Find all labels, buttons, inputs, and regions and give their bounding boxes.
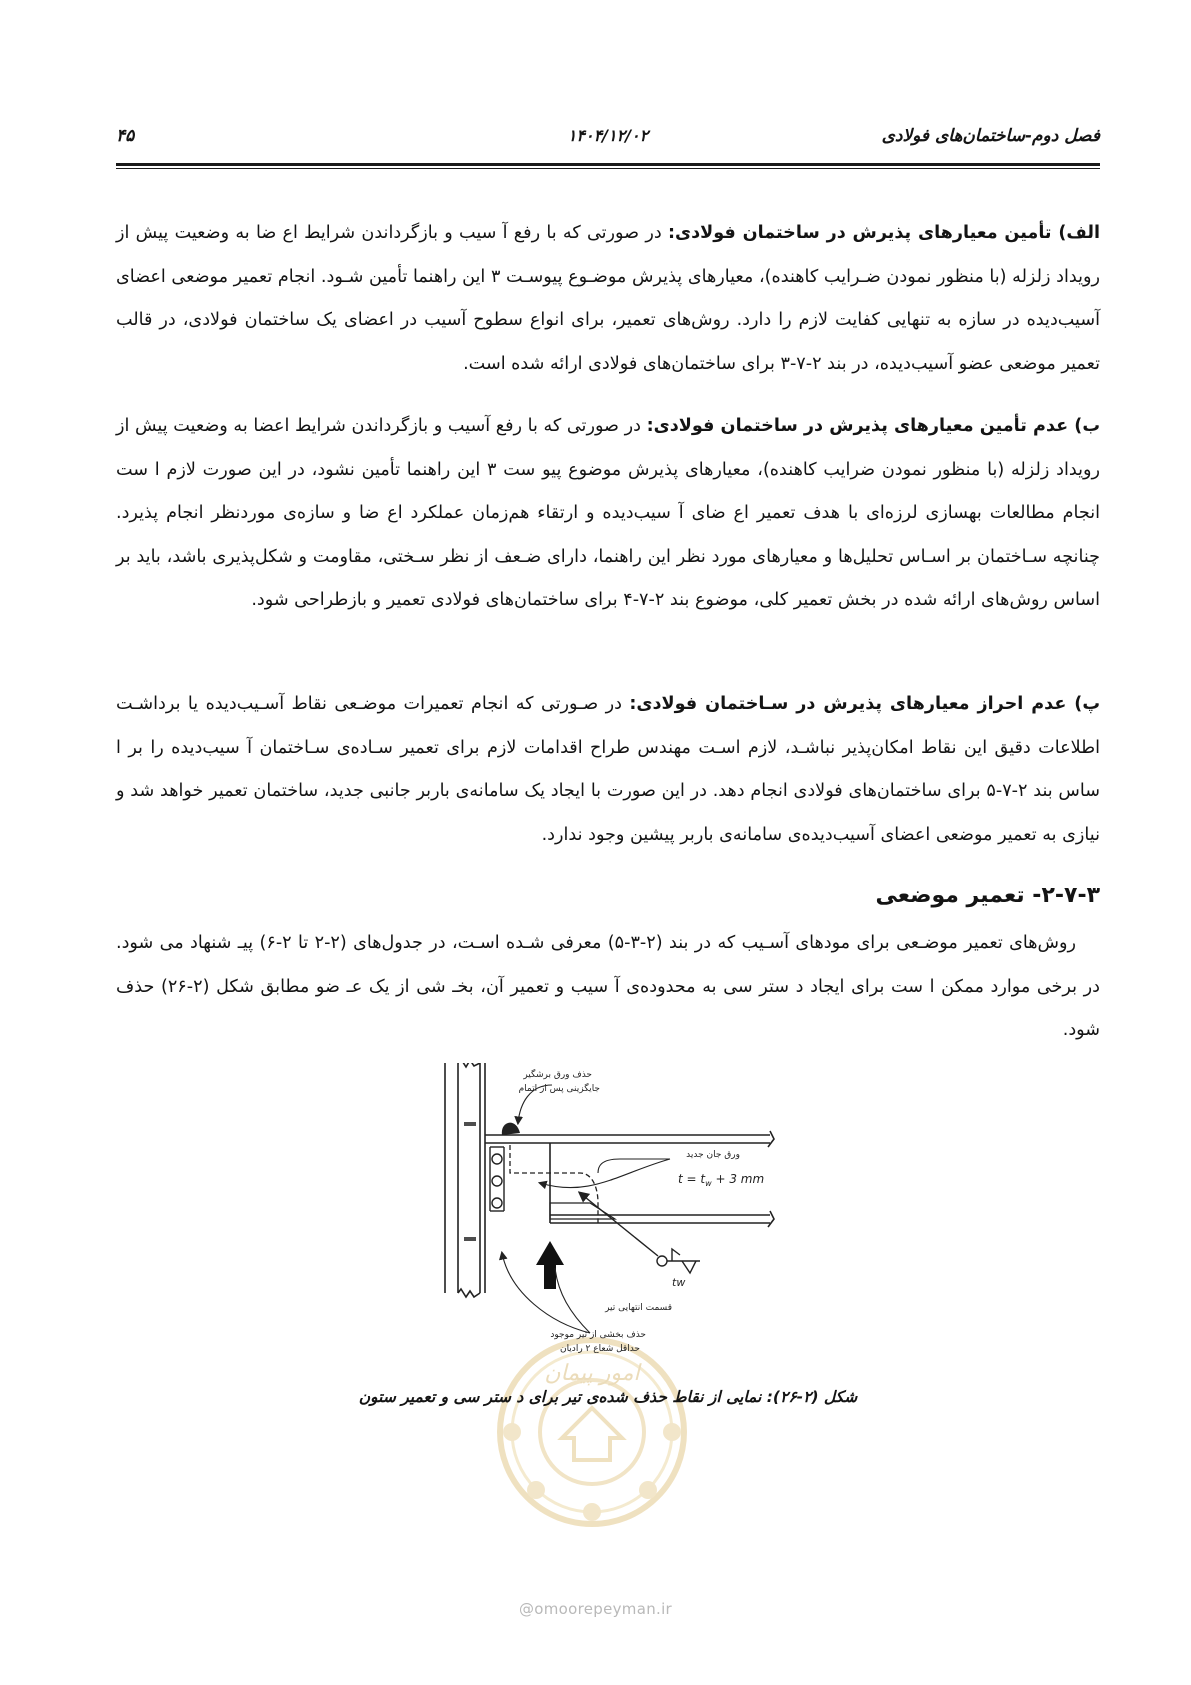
header-rule-thin: [116, 168, 1100, 169]
paragraph-a: [116, 212, 1100, 386]
load-arrow: [536, 1241, 564, 1289]
paragraph-p-heading: پ) عدم احراز معیارهای پذیرش در سـاختمان فولادی:: [629, 694, 1100, 714]
weld-mark: [502, 1123, 520, 1135]
leader-lines: [502, 1085, 670, 1333]
label-remove-part: حذف بخشی از تیر موجود: [550, 1330, 646, 1340]
beam-column-drawing: [440, 1063, 810, 1353]
watermark-logo: [490, 1320, 695, 1570]
paragraph-local-repair: [116, 922, 1100, 1053]
page-number: ۴۵: [116, 126, 135, 146]
column-section: [445, 1063, 485, 1297]
header-date: ۱۴۰۴/۱۲/۰۲: [567, 126, 649, 145]
label-beam-end: قسمت انتهایی تیر: [605, 1303, 672, 1313]
section-heading: ۲-۷-۳- تعمیر موضعی: [875, 883, 1100, 908]
header-rule-thick: [116, 163, 1100, 166]
chapter-title: فصل دوم-ساختمان‌های فولادی: [881, 126, 1100, 146]
label-replace: جایگزینی پس از اتمام: [518, 1084, 600, 1094]
bolt-group: [490, 1147, 504, 1211]
page-header: [116, 126, 1100, 156]
watermark-url: @omoorepeyman.ir: [518, 1600, 673, 1618]
figure-beam-column-detail: [440, 1063, 810, 1353]
paragraph-p-text: در صـورتی که انجام تعمیرات موضـعی نقاط آسـیب‌دیده یا برداشـت اطلاعات دقیق این نقاط امکان‌پذیر نباشـد، لازم اسـت مهندس طراح اقدامات لازم برای تعمیر سـاده‌ی سـاختمان آ سیب‌دیده را بر ا ساس بند ۲-۷-۵ برای ساختمان‌های فولادی انجام دهد. در این صورت با ایجاد یک سامانه‌ی باربر جانبی جدید، ساختمان تعمیر خواهد شد و نیازی به تعمیر موضعی اعضای آسیب‌دیده‌ی سامانه‌ی باربر پیشین وجود ندارد.: [116, 694, 1100, 845]
label-thickness: $t = t_w + 3$ mm: [678, 1172, 765, 1188]
label-shear-plate: حذف ورق برشگیر: [523, 1070, 592, 1080]
paragraph-a-text: در صورتی که با رفع آ سیب و بازگرداندن شرایط اع ضا به وضعیت پیش از رویداد زلزله (با منظور نمودن ضـرایب کاهنده)، معیارهای پذیرش موضـوع پیوسـت ۳ این راهنما تأمین شـود. انجام تعمیر موضعی اعضای آسیب‌دیده در سازه به تنهایی کفایت لازم را دارد. روش‌های تعمیر، برای انواع سطوح آسیب در اعضای یک ساختمان فولادی، در قالب تعمیر موضعی عضو آسیب‌دیده، در بند ۲-۷-۳ برای ساختمان‌های فولادی ارائه شده است.: [116, 223, 1100, 374]
paragraph-a-heading: الف) تأمین معیارهای پذیرش در ساختمان فولادی:: [667, 223, 1100, 243]
paragraph-p: [116, 683, 1100, 857]
paragraph-b: [116, 405, 1100, 623]
watermark-logo-text: امور پیمان: [544, 1361, 640, 1386]
cut-line: [510, 1145, 598, 1223]
paragraph-local-repair-text: روش‌های تعمیر موضـعی برای مودهای آسـیب که در بند (۲-۳-۵) معرفی شـده اسـت، در جدول‌های (۲-۲ تا ۲-۶) پیـ شنهاد می شود. در برخی موارد ممکن ا ست برای ایجاد د ستر سی به محدوده‌ی آ سیب و تعمیر آن، بخـ شی از یک عـ ضو مطابق شکل (۲-۲۶) حذف شود.: [116, 933, 1100, 1040]
label-new-web: ورق جان جدید: [686, 1150, 740, 1160]
paragraph-b-heading: ب) عدم تأمین معیارهای پذیرش در ساختمان فولادی:: [646, 416, 1101, 436]
beam-end-piece: [550, 1203, 615, 1219]
figure-caption: شکل (۲-۲۶): نمایی از نقاط حذف شده‌ی تیر برای د ستر سی و تعمیر ستون: [358, 1388, 858, 1406]
paragraph-b-text: در صورتی که با رفع آسیب و بازگرداندن شرایط اعضا به وضعیت پیش از رویداد زلزله (با منظور نمودن ضرایب کاهنده)، معیارهای پذیرش موضوع پیو ست ۳ این راهنما تأمین نشود، در این صورت لازم ا ست انجام مطالعات بهسازی لرزه‌ای با هدف تعمیر اع ضای آ سیب‌دیده و ارتقاء هم‌زمان عملکرد اع ضا و سازه‌ی موردنظر انجام پذیرد. چنانچه سـاختمان بر اسـاس تحلیل‌ها و معیارهای مورد نظر این راهنما، دارای ضـعف از نظر سـختی، مقاومت و شکل‌پذیری باشد، باید بر اساس روش‌های ارائه شده در بخش تعمیر کلی، موضوع بند ۲-۷-۴ برای ساختمان‌های فولادی تعمیر و بازطراحی شود.: [116, 416, 1100, 610]
label-min-radius: حداقل شعاع ۲ رادیان: [559, 1344, 640, 1353]
label-tw: tw: [672, 1276, 686, 1289]
